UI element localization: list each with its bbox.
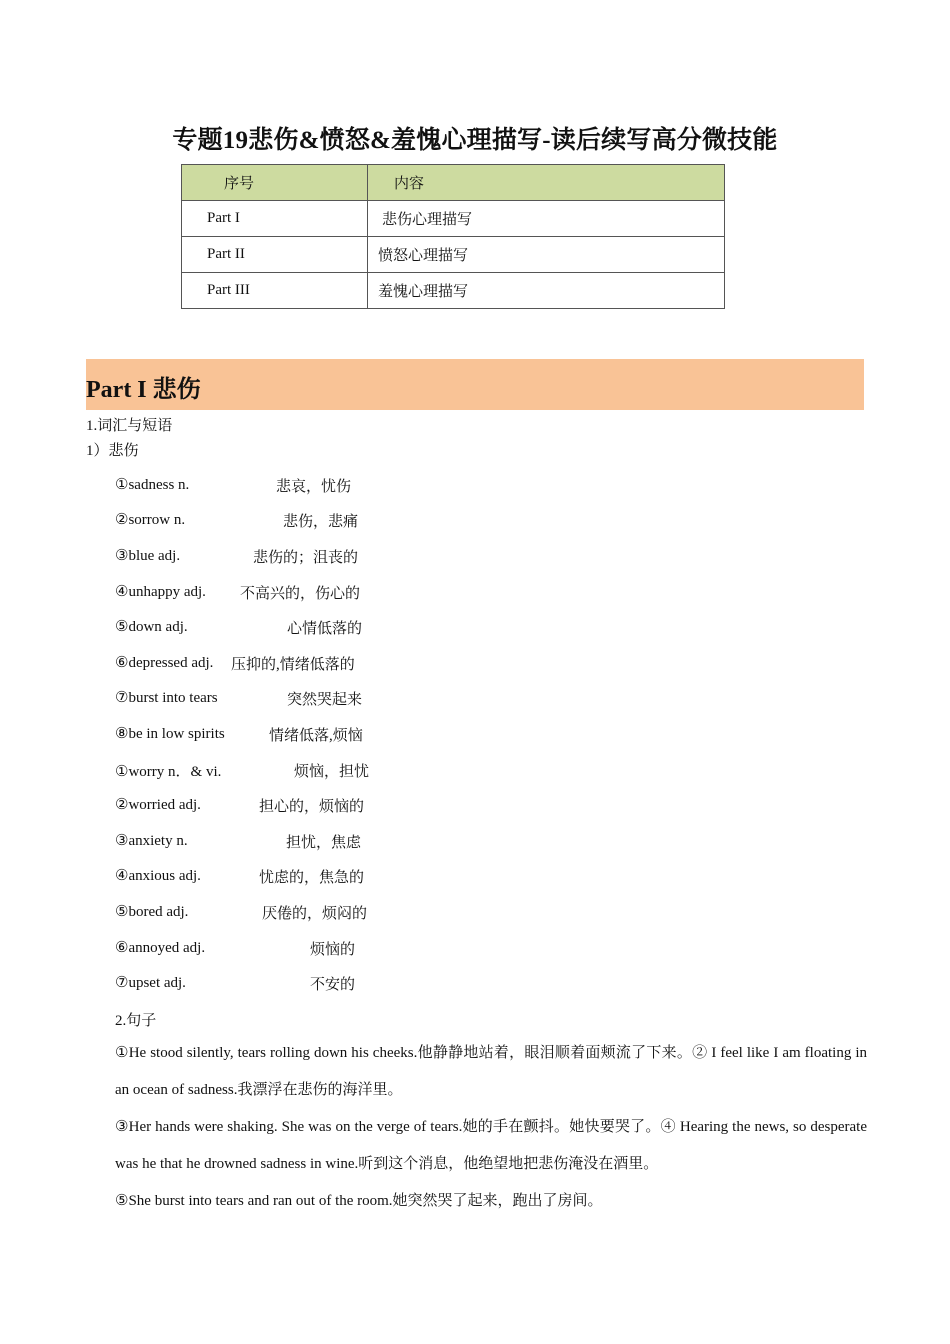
vocab-meaning: 悲伤，悲痛	[283, 514, 359, 530]
vocab-item	[115, 617, 455, 639]
table-row	[182, 237, 725, 273]
vocab-term: ④unhappy adj.	[115, 584, 206, 600]
vocab-term: ⑥depressed adj.	[115, 655, 214, 671]
section-heading: 1.词汇与短语	[86, 418, 173, 434]
vocab-term: ⑧be in low spirits	[115, 726, 225, 742]
vocab-item	[115, 688, 455, 710]
vocab-term: ③anxiety n.	[115, 833, 188, 849]
sentence-paragraph: ③Her hands were shaking. She was on the verge of tears.她的手在颤抖。她快要哭了。④ Hearing the news, so desperate was he that he drowned sadness in wine.听到这个消息，他绝望地把悲伤淹没在酒里。	[115, 1119, 867, 1172]
table-row	[182, 201, 725, 237]
vocab-item	[115, 724, 455, 746]
vocab-item	[115, 546, 455, 568]
sentence-paragraph: ⑤She burst into tears and ran out of the room.她突然哭了起来，跑出了房间。	[115, 1193, 603, 1209]
row-content: 愤怒心理描写	[368, 237, 725, 273]
vocab-item	[115, 582, 455, 604]
vocab-item	[115, 795, 455, 817]
subsection-heading: 1）悲伤	[86, 443, 139, 459]
table-row	[182, 273, 725, 309]
vocab-item	[115, 866, 455, 888]
sentence-block	[115, 1035, 867, 1220]
vocab-term: ⑤bored adj.	[115, 904, 189, 920]
vocab-meaning: 心情低落的	[287, 621, 363, 637]
part-heading: Part I 悲伤	[86, 377, 201, 403]
vocab-item	[115, 902, 455, 924]
vocab-meaning: 烦恼的	[310, 942, 356, 958]
vocab-meaning: 担心的，烦恼的	[259, 799, 365, 815]
vocab-term: ⑤down adj.	[115, 619, 188, 635]
vocab-item	[115, 510, 455, 532]
page-title: 专题19悲伤&愤怒&羞愧心理描写-读后续写高分微技能	[172, 127, 778, 154]
row-part: Part III	[182, 273, 368, 309]
vocab-meaning: 不高兴的，伤心的	[240, 586, 361, 602]
vocab-meaning: 悲伤的；沮丧的	[253, 550, 359, 566]
row-content: 悲伤心理描写	[368, 201, 725, 237]
vocab-item	[115, 938, 455, 960]
vocab-meaning: 情绪低落,烦恼	[269, 728, 363, 744]
header-content: 内容	[368, 165, 725, 201]
vocab-term: ①sadness n.	[115, 477, 190, 493]
vocab-item	[115, 831, 455, 853]
sentence-paragraph: ①He stood silently, tears rolling down his cheeks.他静静地站着，眼泪顺着面颊流了下来。② I feel like I am floating in an ocean of sadness.我漂浮在悲伤的海洋里。	[115, 1045, 867, 1098]
table-header-row	[182, 165, 725, 201]
vocab-meaning: 厌倦的，烦闷的	[262, 906, 368, 922]
vocab-item	[115, 973, 455, 995]
vocab-item	[115, 475, 455, 497]
vocab-meaning: 突然哭起来	[287, 692, 363, 708]
vocab-term: ②worried adj.	[115, 797, 201, 813]
vocab-item	[115, 760, 455, 782]
vocab-term: ②sorrow n.	[115, 512, 186, 528]
vocab-meaning: 烦恼，担忧	[294, 764, 370, 780]
vocab-meaning: 担忧，焦虑	[286, 835, 362, 851]
vocab-term: ①worry n．& vi.	[115, 764, 222, 780]
part-heading-bar	[86, 359, 864, 410]
header-number: 序号	[182, 165, 368, 201]
row-part: Part I	[182, 201, 368, 237]
vocab-term: ⑦upset adj.	[115, 975, 186, 991]
vocab-meaning: 压抑的,情绪低落的	[231, 657, 355, 673]
vocab-meaning: 不安的	[310, 977, 356, 993]
vocab-meaning: 悲哀，忧伤	[276, 479, 352, 495]
vocab-term: ⑥annoyed adj.	[115, 940, 206, 956]
vocab-term: ⑦burst into tears	[115, 690, 218, 706]
section-heading: 2.句子	[115, 1013, 157, 1029]
row-content: 羞愧心理描写	[368, 273, 725, 309]
vocab-term: ③blue adj.	[115, 548, 181, 564]
vocab-meaning: 忧虑的，焦急的	[259, 870, 365, 886]
contents-table	[181, 164, 725, 309]
vocab-item	[115, 653, 455, 675]
vocab-term: ④anxious adj.	[115, 868, 201, 884]
row-part: Part II	[182, 237, 368, 273]
